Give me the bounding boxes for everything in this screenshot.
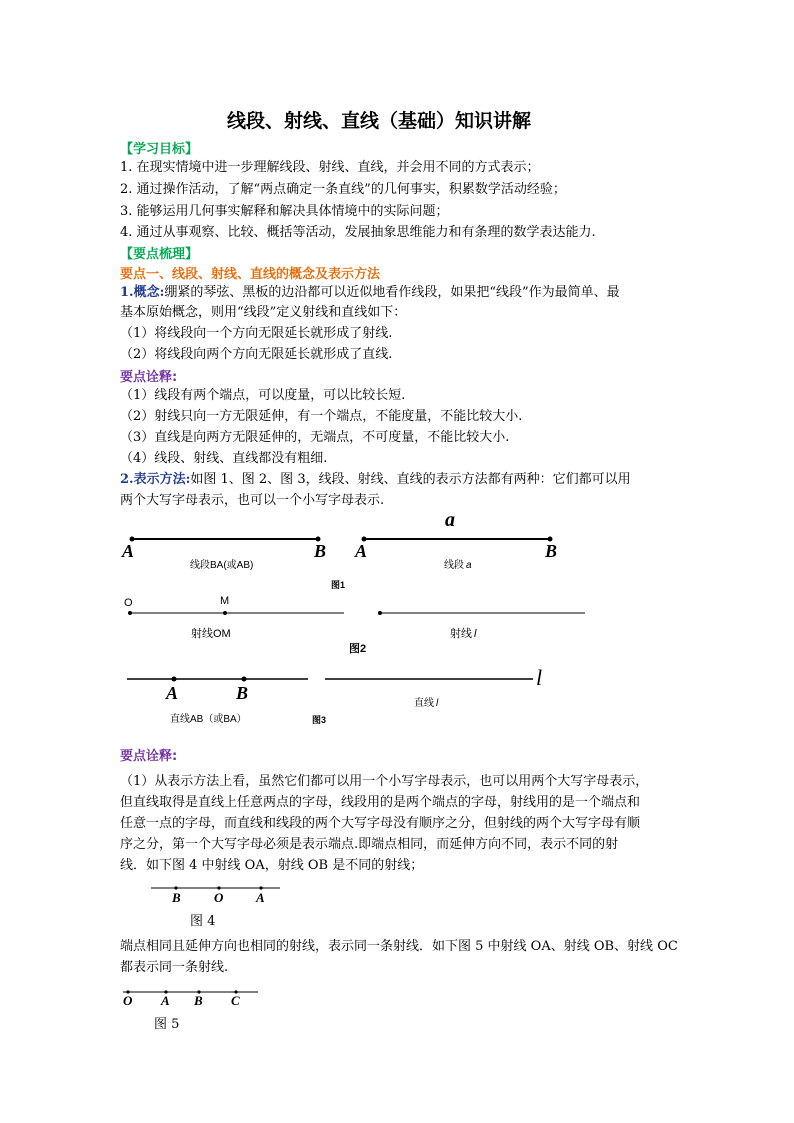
fig3-point-b-label: B: [236, 683, 249, 703]
fig2-ray2-caption: 射线 l: [450, 628, 477, 640]
fig2-point-o-label: O: [124, 597, 133, 609]
point1-title: 要点一、线段、射线、直线的概念及表示方法: [120, 267, 381, 282]
fig1-seg1-caption: 线段BA(或AB): [190, 560, 254, 571]
fig4-label: 图 4: [190, 914, 216, 929]
concept-item: （1）将线段向一个方向无限延长就形成了射线.: [120, 326, 393, 341]
fig3-line2-caption: 直线 l: [414, 698, 439, 709]
note-paragraph-2: 端点相同且延伸方向也相同的射线，表示同一条射线．如下图 5 中射线 OA、射线 OB、射线 OC 都表示同一条射线.: [120, 939, 678, 975]
fig1-seg2-b-label: B: [545, 541, 558, 561]
fig1-point-b-label: B: [314, 541, 327, 561]
fig2-ray1-caption: 射线OM: [191, 628, 231, 640]
points-header: 【要点梳理】: [120, 247, 199, 262]
fig3-line1-caption: 直线AB（或BA）: [170, 714, 247, 725]
note-item: （2）射线只向一方无限延伸，有一个端点，不能度量，不能比较大小.: [120, 409, 523, 424]
fig4-point-a-label: A: [256, 890, 265, 905]
fig3-label: 图3: [312, 715, 327, 725]
concept-item: （2）将线段向两个方向无限延长就形成了直线.: [120, 347, 393, 362]
goal-item: 1. 在现实情境中进一步理解线段、射线、直线，并会用不同的方式表示；: [120, 160, 540, 175]
fig5-point-o-label: O: [123, 993, 133, 1008]
fig5-point-a-label: A: [161, 993, 170, 1008]
fig3-point-a-label: A: [166, 683, 179, 703]
note-header: 要点诠释:: [120, 370, 178, 385]
note-item: （4）线段、射线、直线都没有粗细.: [120, 451, 328, 466]
concept-text: 绷紧的琴弦、黑板的边沿都可以近似地看作线段，如果把“线段”作为最简单、最: [164, 285, 620, 300]
goal-item: 2. 通过操作活动，了解“两点确定一条直线”的几何事实，积累数学活动经验；: [120, 182, 566, 197]
fig5-point-c-label: C: [231, 993, 240, 1008]
fig5-label: 图 5: [154, 1017, 180, 1032]
repr-line-2: 两个大写字母表示，也可以一个小写字母表示.: [120, 493, 385, 508]
fig4-point-o-label: O: [214, 890, 224, 905]
fig4-point-b-label: B: [172, 890, 181, 905]
fig1-point-a-label: A: [122, 541, 135, 561]
page-title: 线段、射线、直线（基础）知识讲解: [227, 110, 532, 132]
repr-text: 如图 1、图 2、图 3，线段、射线、直线的表示方法都有两种：它们都可以用: [190, 472, 631, 487]
goal-item: 4. 通过从事观察、比较、概括等活动，发展抽象思维能力和有条理的数学表达能力.: [120, 225, 596, 240]
note-item: （1）线段有两个端点，可以度量，可以比较长短.: [120, 388, 406, 403]
fig1-seg2-letter: a: [445, 509, 455, 531]
repr-label: 2.表示方法:: [120, 472, 191, 487]
fig1-seg2-caption: 线段 a: [444, 560, 472, 571]
goal-item: 3. 能够运用几何事实解释和解决具体情境中的实际问题；: [120, 204, 449, 219]
fig1-label: 图1: [331, 580, 346, 590]
note-item: （3）直线是向两方无限延伸的，无端点，不可度量，不能比较大小.: [120, 430, 510, 445]
fig3-line2-letter: l: [536, 665, 543, 690]
fig5-point-b-label: B: [194, 993, 203, 1008]
concept-line-2: 基本原始概念，则用“线段”定义射线和直线如下：: [120, 305, 407, 320]
fig2-label: 图2: [349, 643, 367, 655]
concept-label: 1.概念:: [120, 285, 165, 300]
note-paragraph-1: （1）从表示方法上看，虽然它们都可以用一个小写字母表示，也可以用两个大写字母表示， 但直线取得是直线上任意两点的字母，线段用的是两个端点的字母，射线用的是一个端点和 任意一点的字母，而直线和线段的两个大写字母没有顺序之分，但射线的两个大写字母有顺 序之分，第一个大写字母必须是表示端点.即端点相同，而延伸方向不同，表示不同的射 线．如下图 4 中射线 OA，射线 OB 是不同的射线；: [120, 774, 649, 873]
note-header-2: 要点诠释:: [120, 749, 178, 764]
fig2-point-m-label: M: [220, 595, 230, 607]
goals-header: 【学习目标】: [120, 142, 199, 157]
fig1-seg2-a-label: A: [355, 541, 368, 561]
